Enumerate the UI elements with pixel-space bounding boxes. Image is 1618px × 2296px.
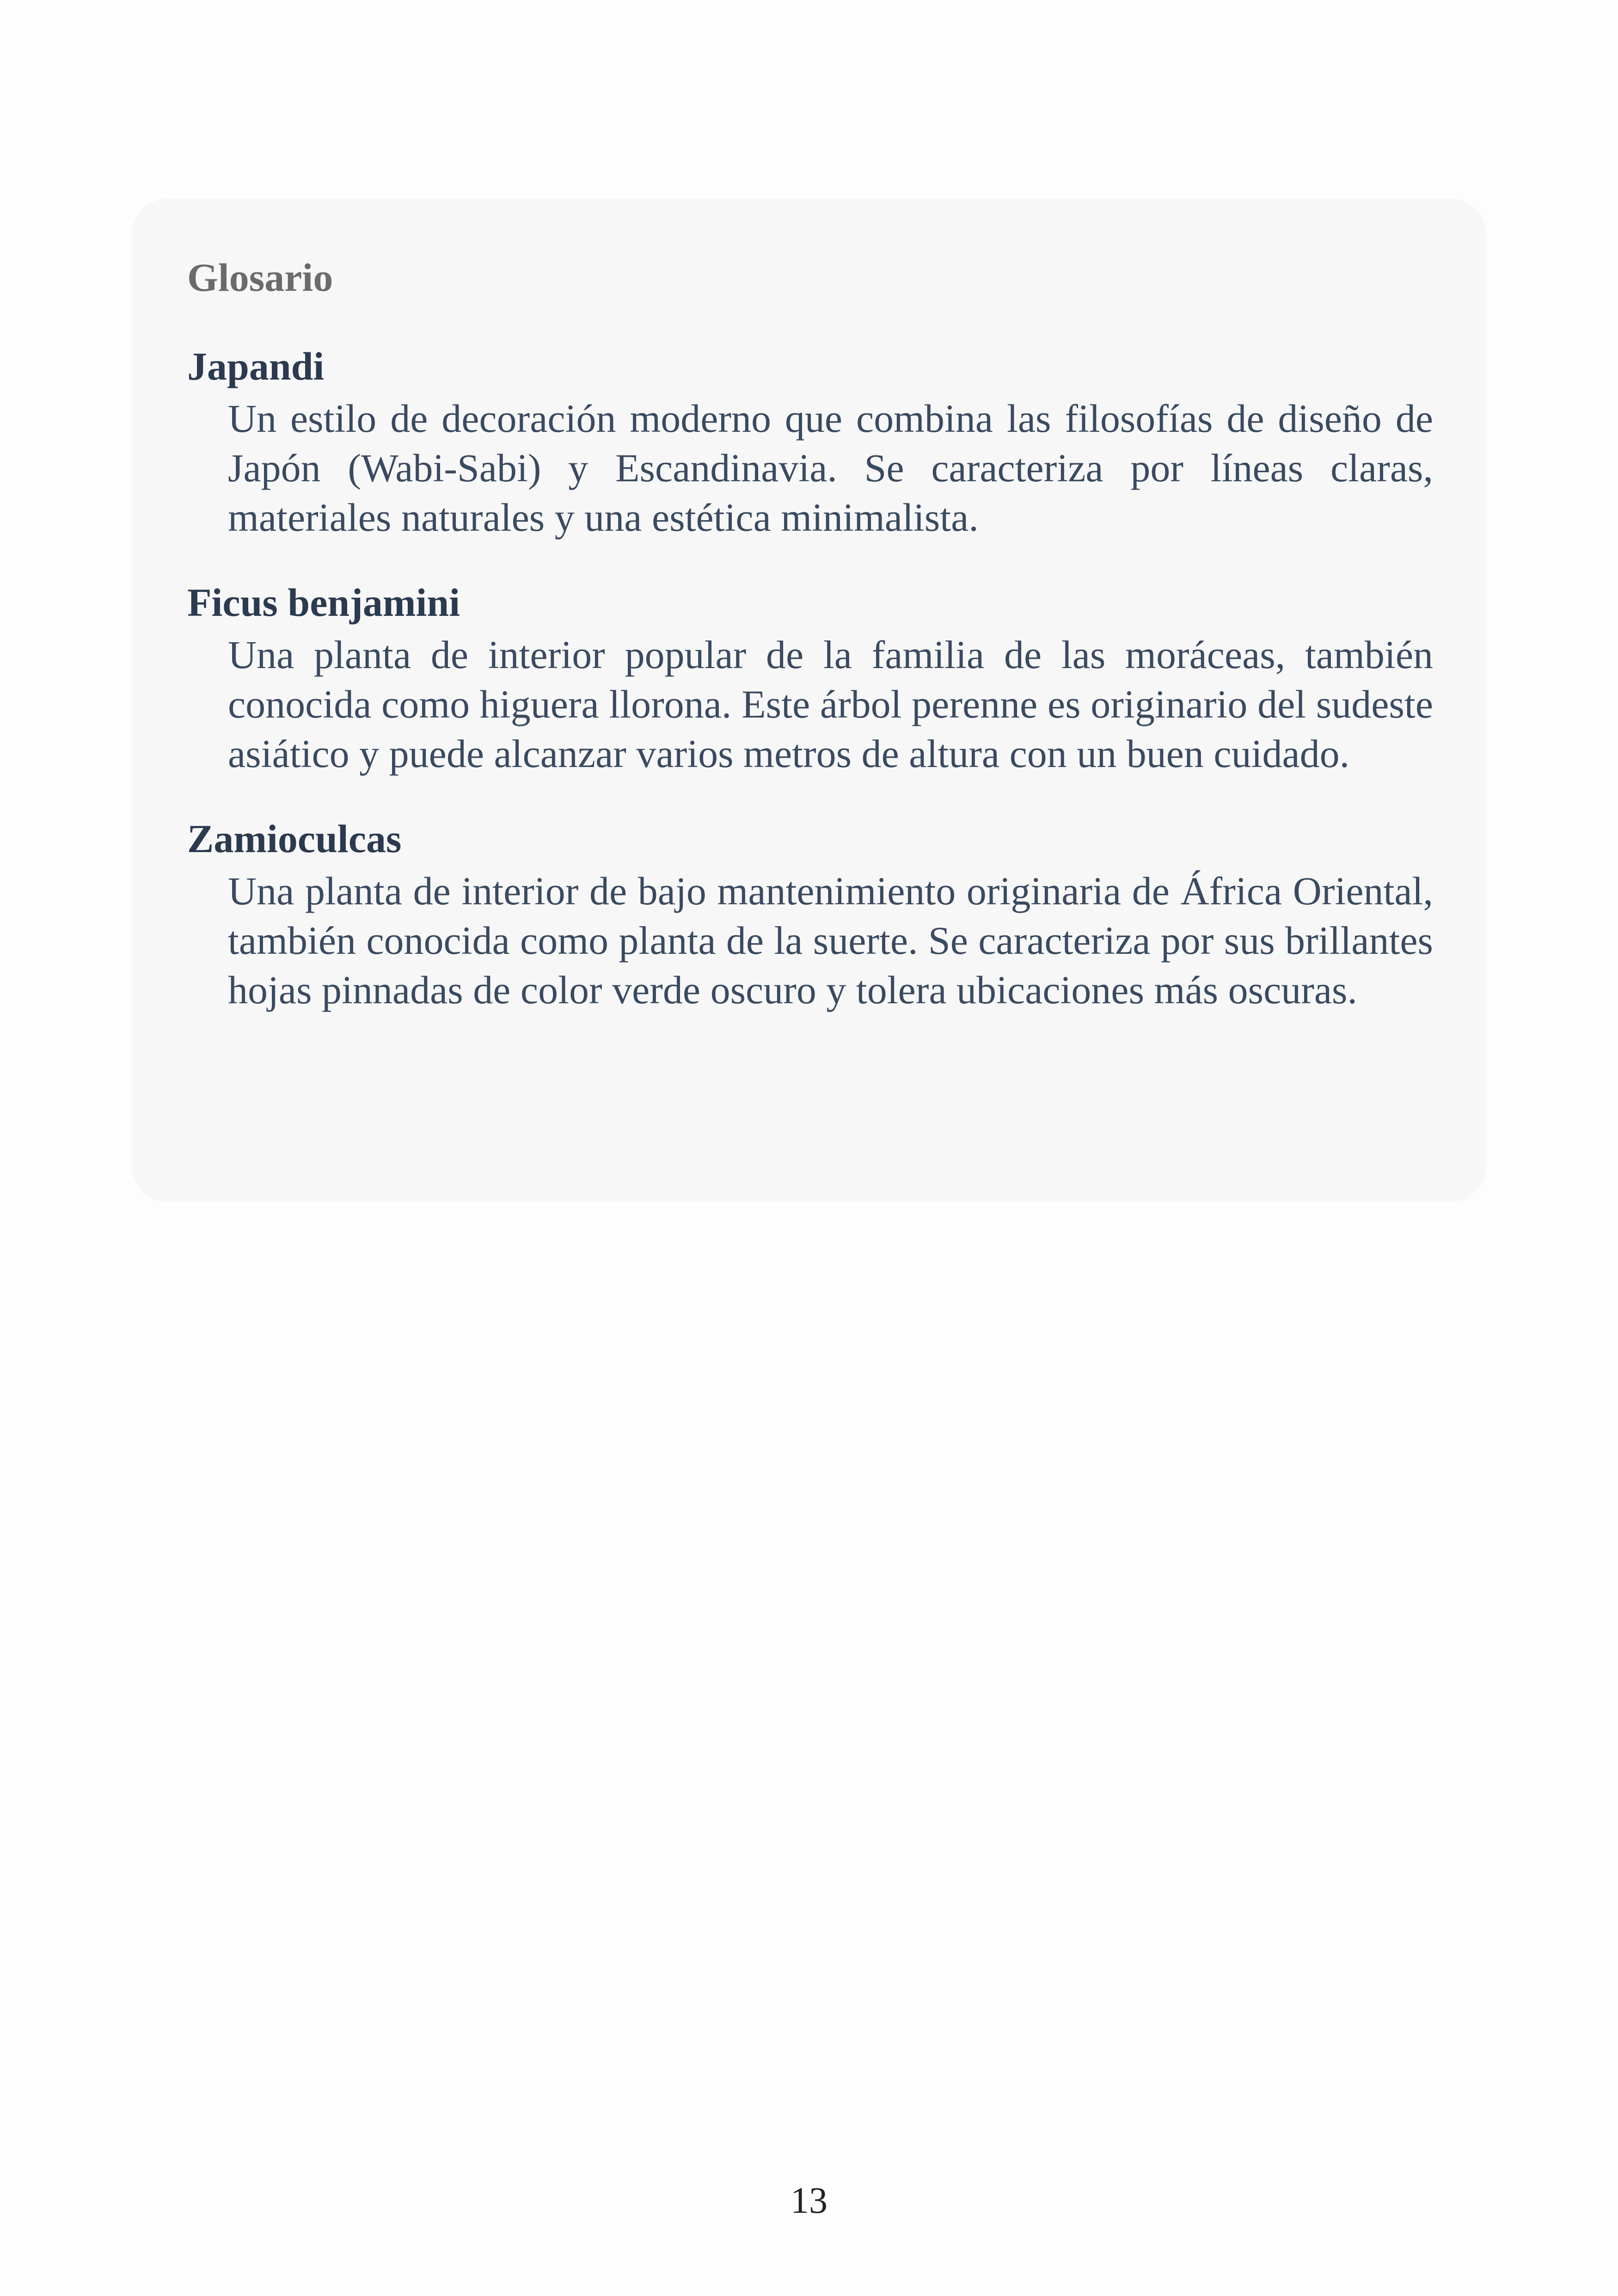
glossary-term: Japandi	[187, 344, 325, 388]
glossary-title: Glosario	[187, 255, 333, 300]
page-number: 13	[791, 2180, 827, 2221]
glossary-entry-japandi	[187, 343, 1433, 542]
glossary-definition: Un estilo de decoración moderno que combina las filosofías de diseño de Japón (Wabi-Sabi) y Escandinavia. Se caracteriza por líneas claras, materiales naturales y una estética minimalista.	[228, 396, 1433, 540]
glossary-term: Zamioculcas	[187, 816, 402, 861]
glossary-term: Ficus benjamini	[187, 580, 460, 625]
glossary-definition: Una planta de interior de bajo mantenimiento originaria de África Oriental, también conocida como planta de la suerte. Se caracteriza por sus brillantes hojas pinnadas de color verde oscuro y tolera ubicaciones más oscuras.	[228, 869, 1433, 1012]
glossary-definition: Una planta de interior popular de la familia de las moráceas, también conocida como higuera llorona. Este árbol perenne es originario del sudeste asiático y puede alcanzar varios metros de altura con un buen cuidado.	[228, 632, 1433, 776]
glossary-box	[132, 199, 1486, 1202]
glossary-entry-zamioculcas	[187, 816, 1433, 1015]
glossary-entry-ficus-benjamini	[187, 579, 1433, 779]
